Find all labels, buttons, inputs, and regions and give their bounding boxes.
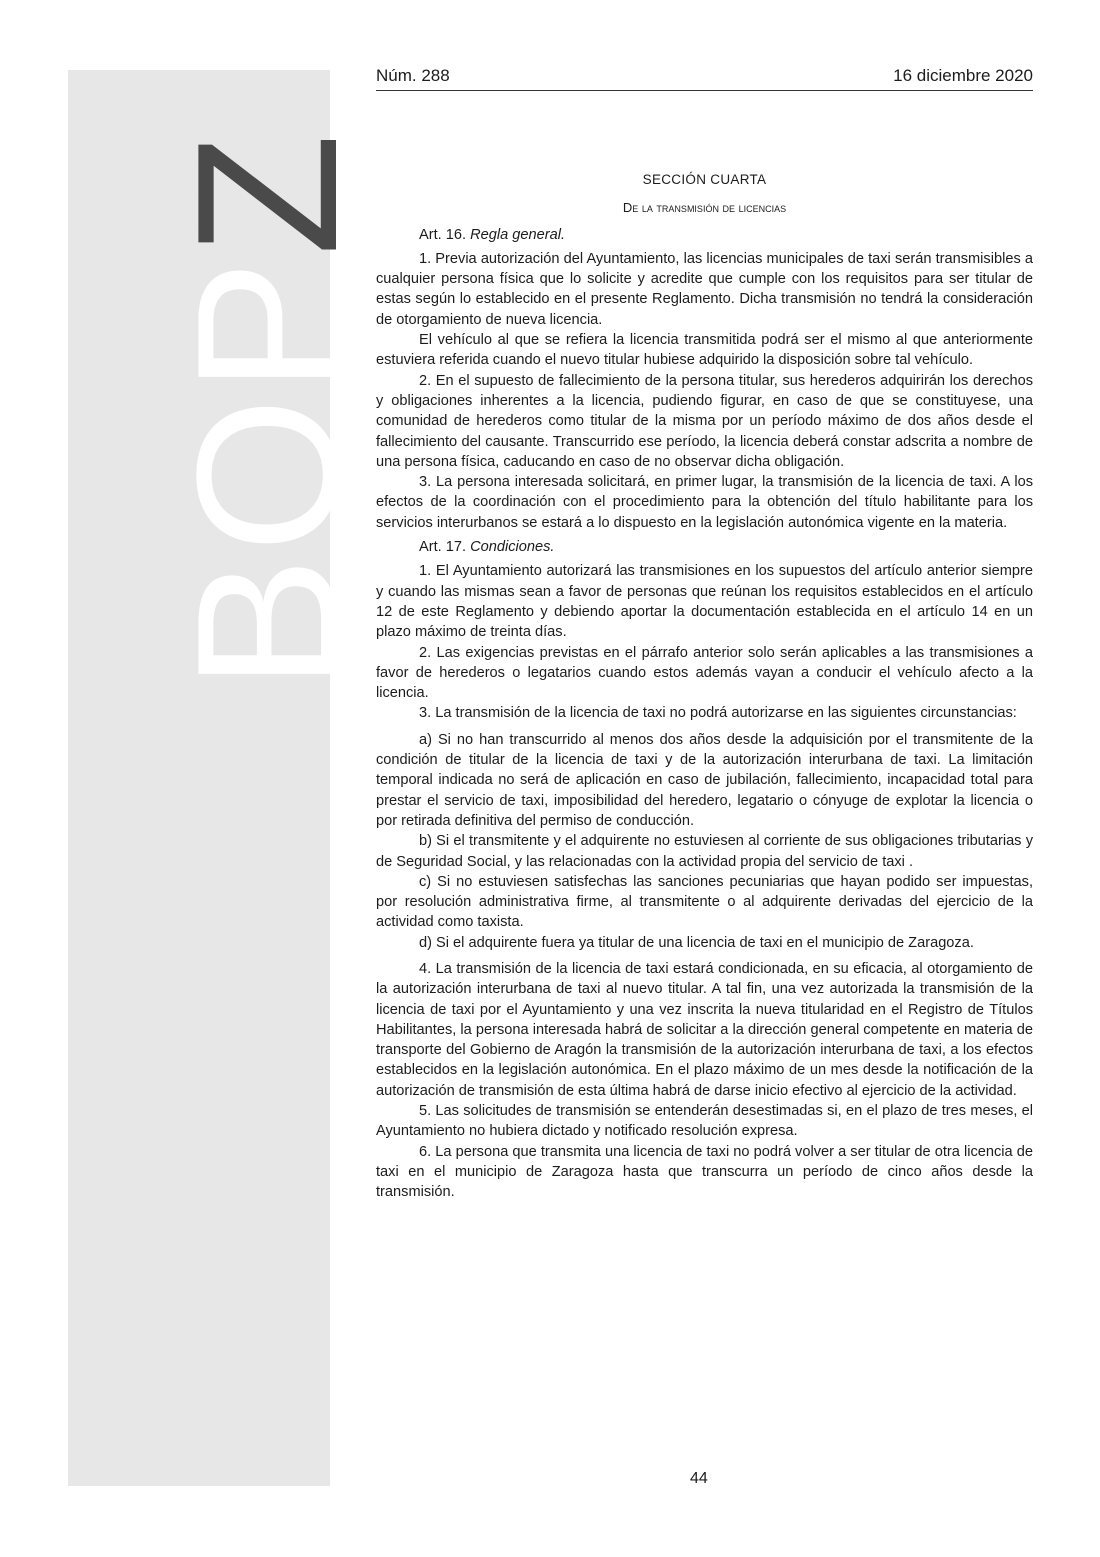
article-heading xyxy=(376,537,1033,557)
article-title: Condiciones. xyxy=(470,539,555,556)
logo-letters-light: BOP xyxy=(156,255,379,691)
article-heading xyxy=(376,225,1033,245)
paragraph: 5. Las solicitudes de transmisión se entenderán desestimadas si, en el plazo de tres meses, el Ayuntamiento no hubiera dictado y notificado resolución expresa. xyxy=(376,1103,1033,1140)
logo-letter-dark: Z xyxy=(156,129,379,256)
article-number: Art. 16. xyxy=(419,226,467,243)
paragraph: b) Si el transmitente y el adquirente no estuviesen al corriente de sus obligaciones tributarias y de Seguridad Social, y las relacionadas con la actividad propia del servicio de taxi . xyxy=(376,833,1033,870)
article-number: Art. 17. xyxy=(419,539,467,556)
paragraph: 3. La transmisión de la licencia de taxi no podrá autorizarse en las siguientes circunstancias: xyxy=(419,705,1017,722)
paragraph: 2. Las exigencias previstas en el párrafo anterior solo serán aplicables a las transmisiones a favor de herederos o legatarios cuando estos además vayan a conducir el vehículo afecto a la licencia. xyxy=(376,644,1033,702)
paragraph: 3. La persona interesada solicitará, en primer lugar, la transmisión de la licencia de taxi. A los efectos de la coordinación con el procedimiento para la obtención del título habilitante para los servicios interurbanos se estará a lo dispuesto en la legislación autonómica vigente en la materia. xyxy=(376,474,1033,531)
section-subtitle: De la transmisión de licencias xyxy=(622,200,787,216)
paragraph: a) Si no han transcurrido al menos dos años desde la adquisición por el transmitente de la condición de titular de la licencia de taxi y de la autorización interurbana de taxi. La limitación temporal indicada no será de aplicación en caso de jubilación, fallecimiento, incapacidad total para prestar el servicio de taxi, imposibilidad del heredero, legatario o cónyuge de explotar la licencia o por retirada definitiva del permiso de conducción. xyxy=(376,731,1033,829)
paragraph: c) Si no estuviesen satisfechas las sanciones pecuniarias que hayan podido ser impuestas, por resolución administrativa firme, al transmitente o al adquirente derivadas del ejercicio de la actividad como taxista. xyxy=(376,873,1033,931)
paragraph: 4. La transmisión de la licencia de taxi estará condicionada, en su eficacia, al otorgamiento de la autorización interurbana de taxi al nuevo titular. A tal fin, una vez autorizada la transmisión de la licencia de taxi por el Ayuntamiento y una vez inscrita la nueva titularidad en el Registro de Títulos Habilitantes, la persona interesada habrá de solicitar a la dirección general competente en materia de transporte del Gobierno de Aragón la transmisión de la autorización interurbana de taxi, a los efectos establecidos en la legislación autonómica. En el plazo máximo de un mes desde la notificación de la autorización de transmisión de esta última habrá de darse inicio efectivo al ejercicio de la actividad. xyxy=(376,960,1033,1099)
issue-number: Núm. 288 xyxy=(376,66,450,85)
paragraph: El vehículo al que se refiera la licencia transmitida podrá ser el mismo al que anteriormente estuviera referida cuando el nuevo titular hubiese adquirido la disposición sobre tal vehículo. xyxy=(376,332,1033,369)
bopz-logo-text xyxy=(156,129,379,691)
paragraph: 1. El Ayuntamiento autorizará las transmisiones en los supuestos del artículo anterior siempre y cuando las mismas sean a favor de personas que reúnan los requisitos establecidos en el artículo 12 de este Reglamento y debiendo aportar la documentación establecida en el artículo 14 en un plazo máximo de treinta días. xyxy=(376,563,1033,641)
article-title: Regla general. xyxy=(470,226,566,243)
paragraph: 2. En el supuesto de fallecimiento de la persona titular, sus herederos adquirirán los derechos y obligaciones inherentes a la licencia, pudiendo figurar, en caso de que se constituyese, una comunidad de herederos como titular de la misma por un período máximo de dos años desde el fallecimiento del causante. Transcurrido ese período, la licencia deberá constar adscrita a nombre de una persona física, caducando en caso de no observar dicha obligación. xyxy=(376,372,1033,470)
page-header xyxy=(376,66,1033,91)
page-number: 44 xyxy=(690,1470,708,1487)
paragraph: 1. Previa autorización del Ayuntamiento, las licencias municipales de taxi serán transmisibles a cualquier persona física que lo solicite y acredite que cumple con los requisitos para ser titular de estas según lo establecido en el presente Reglamento. Dicha transmisión no tendrá la consideración de otorgamiento de nueva licencia. xyxy=(376,250,1033,328)
document-body xyxy=(376,170,1033,1203)
paragraph: 6. La persona que transmita una licencia de taxi no podrá volver a ser titular de otra licencia de taxi en el municipio de Zaragoza hasta que transcurra un período de cinco años desde la transmisión. xyxy=(376,1143,1033,1201)
paragraph: d) Si el adquirente fuera ya titular de una licencia de taxi en el municipio de Zaragoza. xyxy=(419,934,974,951)
issue-date: 16 diciembre 2020 xyxy=(893,66,1033,85)
bopz-logo xyxy=(68,70,379,691)
section-title: SECCIÓN CUARTA xyxy=(642,172,767,187)
